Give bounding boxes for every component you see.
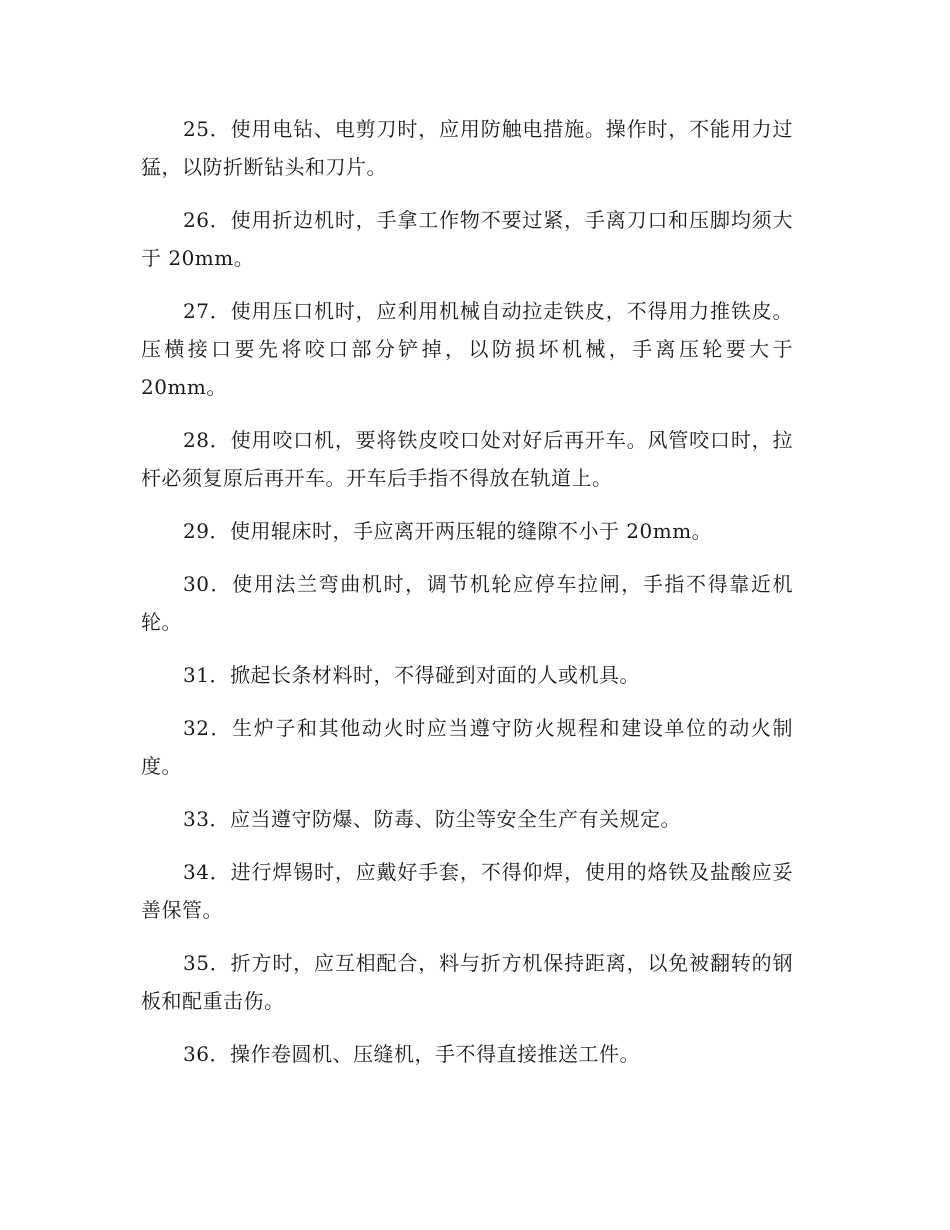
paragraph-34: 34．进行焊锡时，应戴好手套，不得仰焊，使用的烙铁及盐酸应妥善保管。	[141, 860, 793, 922]
paragraph-35: 35．折方时，应互相配合，料与折方机保持距离，以免被翻转的钢板和配重击伤。	[141, 951, 793, 1013]
paragraph-25: 25．使用电钻、电剪刀时，应用防触电措施。操作时，不能用力过猛，以防折断钻头和刀片。	[141, 117, 793, 179]
paragraph-28: 28．使用咬口机，要将铁皮咬口处对好后再开车。风管咬口时，拉杆必须复原后再开车。开车后手指不得放在轨道上。	[141, 428, 793, 490]
paragraph-29: 29．使用辊床时，手应离开两压辊的缝隙不小于 20mm。	[183, 519, 713, 543]
paragraph-32: 32．生炉子和其他动火时应当遵守防火规程和建设单位的动火制度。	[141, 716, 793, 778]
paragraph-36: 36．操作卷圆机、压缝机，手不得直接推送工件。	[183, 1042, 640, 1066]
paragraph-31: 31．掀起长条材料时，不得碰到对面的人或机具。	[183, 663, 640, 687]
paragraph-33: 33．应当遵守防爆、防毒、防尘等安全生产有关规定。	[183, 807, 681, 831]
paragraph-30: 30．使用法兰弯曲机时，调节机轮应停车拉闸，手指不得靠近机轮。	[141, 572, 793, 634]
paragraph-27: 27．使用压口机时，应利用机械自动拉走铁皮，不得用力推铁皮。压横接口要先将咬口部分铲掉，以防损坏机械，手离压轮要大于 20mm。	[141, 299, 793, 399]
paragraph-26: 26．使用折边机时，手拿工作物不要过紧，手离刀口和压脚均须大于 20mm。	[141, 208, 793, 270]
document-body	[141, 110, 793, 1088]
